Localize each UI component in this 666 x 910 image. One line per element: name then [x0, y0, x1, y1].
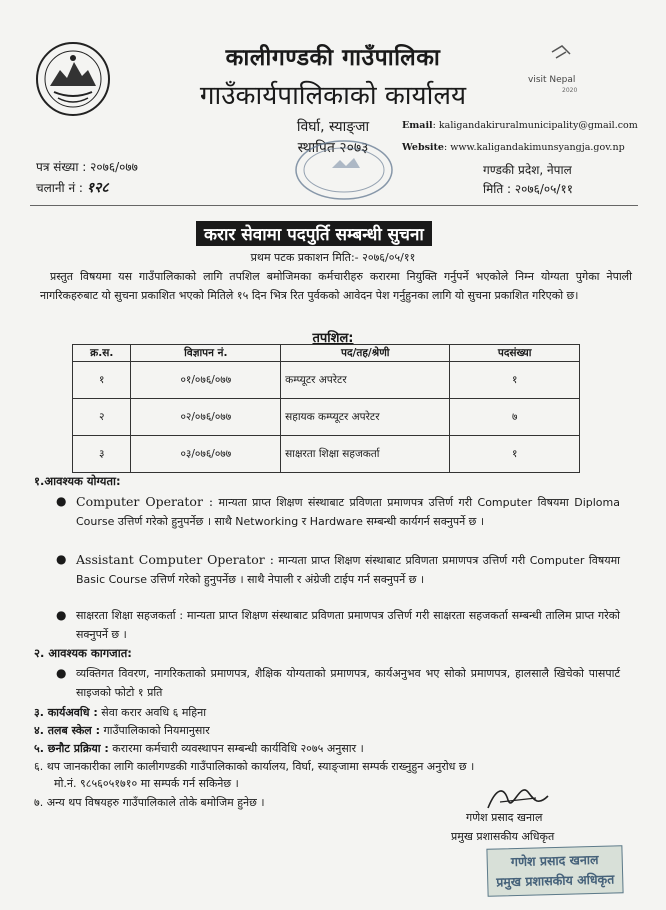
reference-number — [36, 158, 138, 175]
notice-intro: प्रस्तुत विषयमा यस गाउँपालिकाको लागि तपशिल बमोजिमका कर्मचारीहरु करारमा नियुक्ति गर्नुपर्ने भएकोले निम्न योग्यता पुगेका नेपाली नागरिकहरुबाट यो सुचना प्रकाशित भएको मितिले १५ दिन भित्र रित पुर्वकको आवेदन पेश गर्नुहुनका लागि यो सुचना प्रकाशित गरिएको छ। — [40, 270, 632, 302]
qualification-heading: १.आवश्यक योग्यता: — [34, 474, 121, 488]
selection-process — [34, 740, 634, 757]
selection-process-label: ५. छनौट प्रक्रिया : — [34, 742, 109, 755]
documents-text: व्यक्तिगत विवरण, नागरिकताको प्रमाणपत्र, शैक्षिक योग्यताको प्रमाणपत्र, कार्यअनुभव भए सोको प्रमाणपत्र, हालसालै खिचेको पासपार्ट साइजको फोटो १ प्रति — [76, 667, 620, 699]
region: गण्डकी प्रदेश, नेपाल — [483, 163, 572, 177]
contract-period — [34, 704, 634, 721]
date-field — [483, 180, 573, 197]
bullet-icon: ● — [56, 494, 67, 508]
office-name: गाउँकार्यपालिकाको कार्यालय — [199, 81, 467, 111]
stamp-title: प्रमुख प्रशासकीय अधिकृत — [496, 871, 615, 890]
header-ad-number: विज्ञापन नं. — [131, 345, 281, 362]
cell-serial: १ — [73, 362, 131, 399]
selection-process-value: करारमा कर्मचारी व्यवस्थापन सम्बन्धी कार्यविधि २०७५ अनुसार । — [112, 742, 364, 755]
qualification-role: Computer Operator : — [76, 494, 214, 509]
documents-heading: २. आवश्यक कागजात: — [34, 646, 132, 660]
table-caption: तपशिल: — [312, 331, 354, 346]
dispatch-value: १२८ — [86, 180, 109, 196]
qualification-item — [56, 550, 620, 589]
salary-scale — [34, 722, 634, 739]
website-line: Website: www.kaligandakimunsyangja.gov.np — [402, 142, 625, 153]
ref-label: पत्र संख्या : — [36, 160, 87, 174]
header-count: पदसंख्या — [450, 345, 580, 362]
date-value: २०७६/०५/११ — [514, 182, 573, 196]
contact-info-text: ६. थप जानकारीका लागि कालीगण्डकी गाउँपालिकाको कार्यालय, विर्घा, स्याङ्जामा सम्पर्क राख्नुहुन अनुरोध छ । — [34, 760, 475, 773]
contract-period-value: सेवा करार अवधि ६ महिना — [101, 706, 207, 719]
table-row — [73, 399, 580, 436]
cell-ad-number: ०१/०७६/०७७ — [131, 362, 281, 399]
office-seal-icon — [292, 138, 396, 202]
email-value[interactable]: kaligandakiruralmunicipality@gmail.com — [438, 120, 638, 131]
documents-item — [56, 664, 620, 702]
bullet-icon: ● — [56, 666, 67, 680]
cell-position: कम्प्यूटर अपरेटर — [281, 362, 450, 399]
cell-count: १ — [450, 436, 580, 473]
signatory-title: प्रमुख प्रशासकीय अधिकृत — [451, 830, 555, 843]
signatory-name: गणेश प्रसाद खनाल — [466, 811, 543, 824]
qualification-item — [56, 606, 620, 644]
contract-period-label: ३. कार्यअवधि : — [34, 706, 98, 719]
table-row — [73, 436, 580, 473]
other-terms: ७. अन्य थप विषयहरु गाउँपालिकाले तोके बमोजिम हुनेछ । — [34, 796, 265, 809]
email-label: Email — [402, 120, 433, 131]
cell-ad-number: ०३/०७६/०७७ — [131, 436, 281, 473]
qualification-text: साक्षरता शिक्षा सहजकर्ता : मान्यता प्राप्त शिक्षण संस्थाबाट प्रविणता प्रमाणपत्र उत्तिर्ण गरी साक्षरता सहजकर्ता सम्बन्धी तालिम प्राप्त गरेको सक्नुपर्ने छ । — [76, 609, 620, 641]
qualification-text: मान्यता प्राप्त शिक्षण संस्थाबाट प्रविणता प्रमाणपत्र उत्तिर्ण गरी Computer विषयमा Diploma Course उत्तिर्ण गरेको हुनुपर्नेछ । साथै Networking र Hardware सम्बन्धी कार्यगर्न सक्नुपर्ने छ । — [76, 496, 620, 528]
municipality-name: कालीगण्डकी गाउँपालिका — [225, 45, 441, 71]
office-location: विर्घा, स्याङ्जा — [296, 119, 370, 135]
cell-position: सहायक कम्प्यूटर अपरेटर — [281, 399, 450, 436]
visit-nepal-logo-text: visit Nepal — [528, 75, 576, 85]
header-divider — [30, 205, 638, 206]
cell-serial: ३ — [73, 436, 131, 473]
salary-scale-value: गाउँपालिकाको नियमानुसार — [103, 724, 210, 737]
bullet-icon: ● — [56, 552, 67, 566]
name-stamp — [486, 845, 623, 897]
salary-scale-label: ४. तलब स्केल : — [34, 724, 100, 737]
dispatch-number — [36, 178, 109, 197]
website-value[interactable]: www.kaligandakimunsyangja.gov.np — [450, 142, 625, 153]
email-line: Email: kaligandakiruralmunicipality@gmail.com — [402, 120, 638, 131]
header-position: पद/तह/श्रेणी — [281, 345, 450, 362]
table-header-row — [73, 345, 580, 362]
header-serial: क्र.स. — [73, 345, 131, 362]
website-label: Website — [402, 142, 444, 153]
cell-count: ७ — [450, 399, 580, 436]
qualification-role: Assistant Computer Operator : — [76, 552, 274, 567]
stamp-name: गणेश प्रसाद खनाल — [510, 851, 599, 870]
ref-value: २०७६/०७७ — [90, 160, 138, 174]
qualification-item — [56, 492, 620, 531]
visit-nepal-logo — [522, 44, 602, 100]
date-label: मिति : — [483, 182, 512, 196]
dispatch-label: चलानी नं : — [36, 181, 83, 195]
table-row — [73, 362, 580, 399]
publication-date: प्रथम पटक प्रकाशन मिति:- २०७६/०५/११ — [250, 251, 416, 264]
cell-ad-number: ०२/०७६/०७७ — [131, 399, 281, 436]
bullet-icon: ● — [56, 608, 67, 622]
vacancy-table — [72, 344, 580, 473]
notice-title: करार सेवामा पदपुर्ति सम्बन्धी सुचना — [196, 221, 432, 246]
cell-serial: २ — [73, 399, 131, 436]
contact-phone: मो.नं. ९८५६०५१७१० मा सम्पर्क गर्न सकिनेछ । — [54, 777, 239, 790]
visit-nepal-logo-icon — [522, 44, 602, 100]
qualification-text: मान्यता प्राप्त शिक्षण संस्थाबाट प्रविणता प्रमाणपत्र उत्तिर्ण गरी Computer विषयमा Basic Course उत्तिर्ण गरेको हुनुपर्नेछ । साथै नेपाली र अंग्रेजी टाईप गर्न सक्नुपर्ने छ । — [76, 554, 620, 586]
cell-position: साक्षरता शिक्षा सहजकर्ता — [281, 436, 450, 473]
cell-count: १ — [450, 362, 580, 399]
established-year: स्थापित २०७३ — [297, 140, 369, 156]
visit-nepal-logo-year: 2020 — [562, 87, 578, 94]
